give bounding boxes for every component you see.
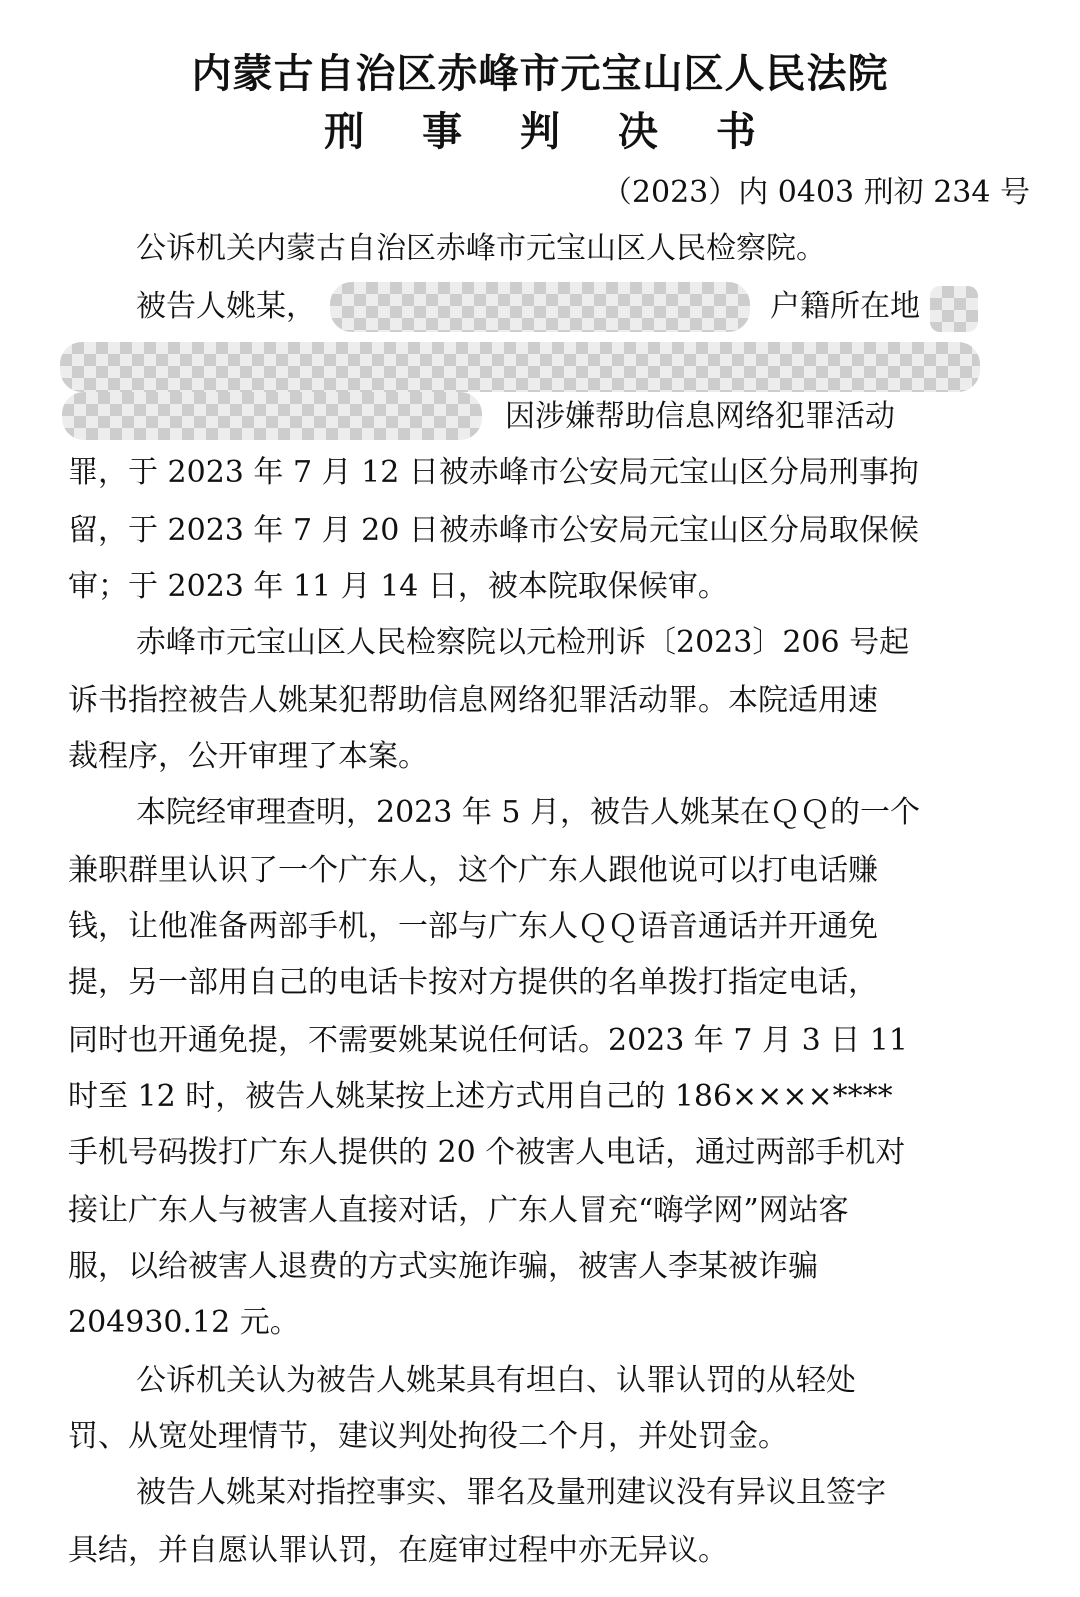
body-line: 服，以给被害人退费的方式实施诈骗，被害人李某被诈骗 xyxy=(68,1249,818,1284)
body-line: 留，于 2023 年 7 月 20 日被赤峰市公安局元宝山区分局取保候 xyxy=(68,513,919,548)
body-line: 罪，于 2023 年 7 月 12 日被赤峰市公安局元宝山区分局刑事拘 xyxy=(68,455,919,490)
body-line: 提，另一部用自己的电话卡按对方提供的名单拨打指定电话， xyxy=(68,965,878,1000)
body-line: 兼职群里认识了一个广东人，这个广东人跟他说可以打电话赚 xyxy=(68,853,878,888)
redacted-personal-info xyxy=(930,286,978,332)
body-line: 诉书指控被告人姚某犯帮助信息网络犯罪活动罪。本院适用速 xyxy=(68,683,878,718)
case-number: （2023）内 0403 刑初 234 号 xyxy=(601,175,1030,210)
body-line: 审；于 2023 年 11 月 14 日，被本院取保候审。 xyxy=(68,569,728,604)
body-line: 因涉嫌帮助信息网络犯罪活动 xyxy=(505,399,895,434)
redacted-personal-info xyxy=(60,342,980,392)
body-line: 赤峰市元宝山区人民检察院以元检刑诉〔2023〕206 号起 xyxy=(136,625,910,660)
court-name: 内蒙古自治区赤峰市元宝山区人民法院 xyxy=(191,51,889,97)
body-line: 时至 12 时，被告人姚某按上述方式用自己的 186××××**** xyxy=(68,1079,893,1114)
body-line-defendant: 被告人姚某， xyxy=(136,289,316,324)
body-line-prosecutor: 公诉机关内蒙古自治区赤峰市元宝山区人民检察院。 xyxy=(136,231,826,266)
body-line: 裁程序，公开审理了本案。 xyxy=(68,739,428,774)
redacted-personal-info xyxy=(62,392,482,440)
document-title: 刑 事 判 决 书 xyxy=(324,109,778,155)
body-line: 罚、从宽处理情节，建议判处拘役二个月，并处罚金。 xyxy=(68,1419,788,1454)
body-line: 204930.12 元。 xyxy=(68,1305,300,1340)
body-line: 被告人姚某对指控事实、罪名及量刑建议没有异议且签字 xyxy=(136,1475,886,1510)
body-line: 手机号码拨打广东人提供的 20 个被害人电话，通过两部手机对 xyxy=(68,1135,906,1170)
body-line: 钱，让他准备两部手机，一部与广东人ＱＱ语音通话并开通免 xyxy=(68,909,878,944)
redacted-personal-info xyxy=(330,282,750,332)
body-line: 具结，并自愿认罪认罚，在庭审过程中亦无异议。 xyxy=(68,1533,728,1568)
body-line: 本院经审理查明，2023 年 5 月，被告人姚某在ＱＱ的一个 xyxy=(136,795,921,830)
body-line: 同时也开通免提，不需要姚某说任何话。2023 年 7 月 3 日 11 xyxy=(68,1023,908,1058)
body-line: 接让广东人与被害人直接对话，广东人冒充“嗨学网”网站客 xyxy=(68,1193,849,1228)
body-line-residence-label: 户籍所在地 xyxy=(770,289,920,324)
body-line: 公诉机关认为被告人姚某具有坦白、认罪认罚的从轻处 xyxy=(136,1363,856,1398)
